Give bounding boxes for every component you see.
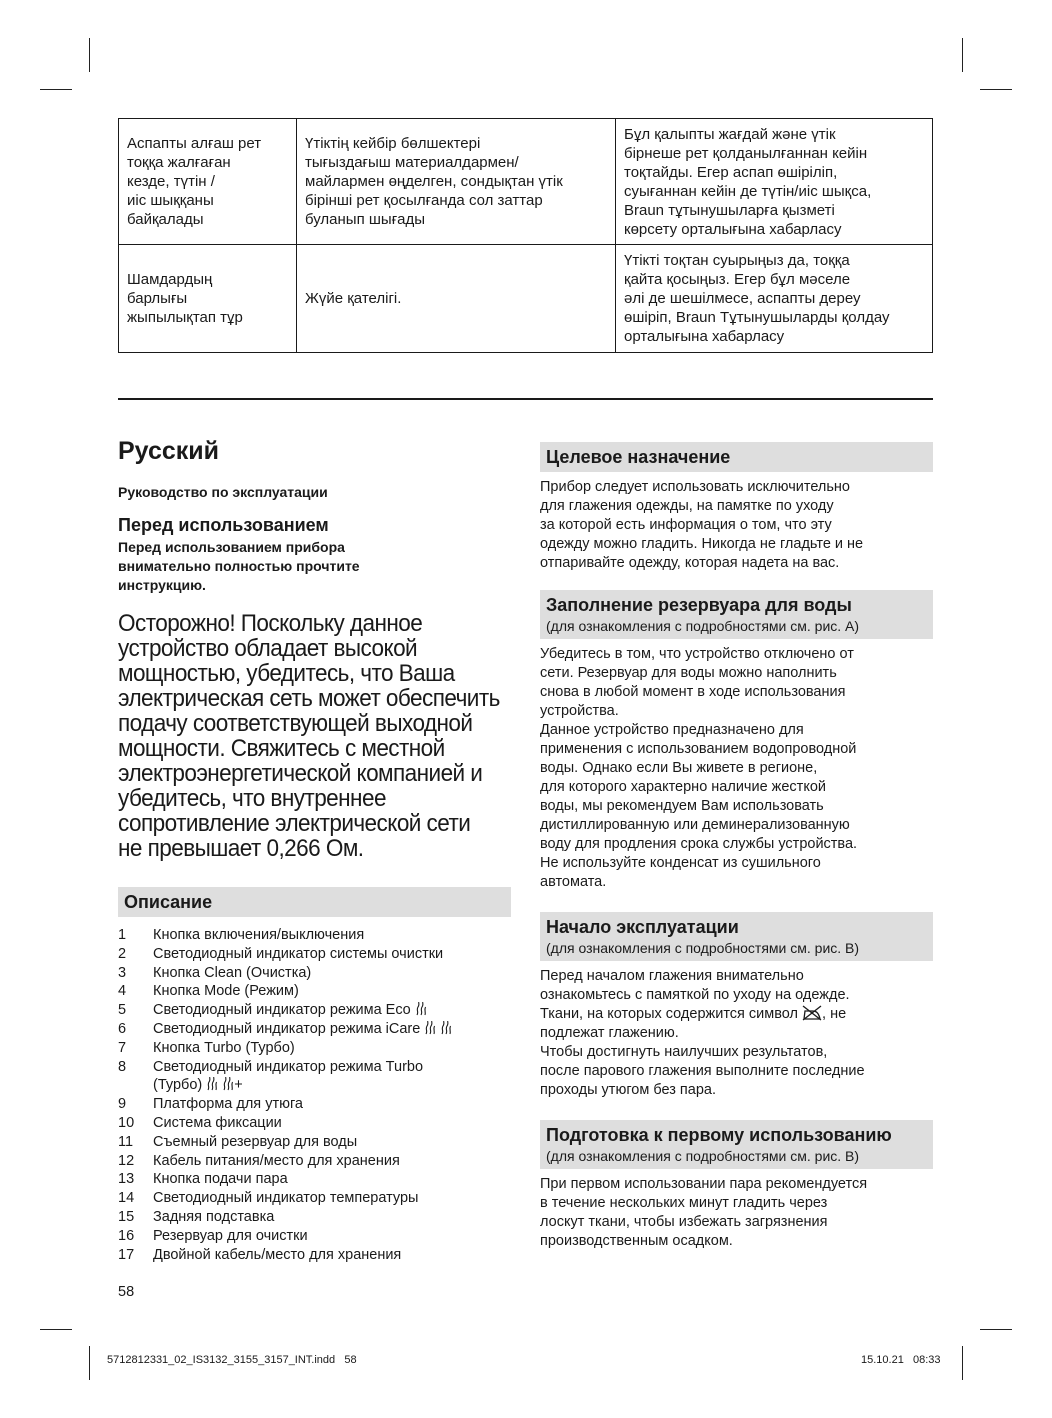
language-title: Русский (118, 437, 220, 465)
part-label: Кнопка Turbo (Турбо) (153, 1039, 295, 1056)
part-label: Кнопка Clean (Очистка) (153, 964, 312, 981)
part-number: 3 (118, 964, 127, 981)
description-heading-bar (118, 887, 511, 917)
left-column (118, 436, 511, 1264)
list-item (118, 1133, 511, 1152)
right-column (540, 442, 933, 1251)
crop-mark (40, 1329, 72, 1330)
steam-icon (415, 1002, 427, 1016)
part-label: Двойной кабель/место для хранения (153, 1246, 402, 1263)
start-text-part: Перед началом глажения внимательно ознакомьтесь с памяткой по уходу на одежде. Ткани, на которых содержится символ (540, 968, 850, 1022)
cause-cell: Үтіктің кейбір бөлшектері тығыздағыш материалдармен/ майлармен өңделген, сондықтан үтік бірінші рет қосылғанда сол заттар буланып шығады (297, 119, 616, 245)
footer-date: 15.10.21 08:33 (861, 1354, 941, 1366)
remedy-cell: Үтікті тоқтан суырыңыз да, тоққа қайта қосыңыз. Егер бұл мәселе әлі де шешілмесе, аспапты дереу өшіріп, Braun Тұтынушыларды қолдау орталығына хабарласу (616, 245, 933, 353)
steam-icon (206, 1077, 218, 1091)
part-number: 10 (118, 1114, 135, 1131)
part-label: Кнопка подачи пара (153, 1171, 288, 1188)
part-number: 4 (118, 983, 127, 1000)
list-item (118, 1039, 511, 1058)
part-number: 13 (118, 1171, 135, 1188)
crop-mark (962, 1346, 963, 1380)
part-label: Светодиодный индикатор системы очистки (153, 945, 444, 962)
filling-heading: Заполнение резервуара для воды (546, 595, 852, 615)
part-label: Кабель питания/место для хранения (153, 1152, 400, 1169)
list-item (118, 1208, 511, 1227)
part-label: Светодиодный индикатор температуры (153, 1190, 419, 1207)
cause-cell: Жүйе қателігі. (297, 245, 616, 353)
list-item (118, 1152, 511, 1171)
part-label: Светодиодный индикатор режима iCare (153, 1020, 421, 1037)
power-warning: Осторожно! Поскольку данное устройство обладает высокой мощностью, убедитесь, что Ваша электрическая сеть может обеспечить подачу соответствующей выходной мощности. Свяжитесь с местной электроэнергетической компанией и убедитесь, что внутреннее сопротивление электрической сети не превышает 0,266 Ом. (118, 610, 500, 862)
list-item (118, 945, 511, 964)
start-heading-bar (540, 912, 933, 961)
part-number: 5 (118, 1002, 127, 1019)
part-label: Кнопка включения/выключения (153, 927, 365, 943)
footer-filename: 5712812331_02_IS3132_3155_3157_INT.indd 58 (107, 1354, 357, 1366)
before-use-heading: Перед использованием (118, 515, 329, 535)
crop-mark (40, 89, 72, 90)
part-label: Система фиксации (153, 1114, 282, 1131)
part-number: 15 (118, 1208, 135, 1225)
no-ironing-icon (802, 1005, 822, 1021)
first-use-heading-bar (540, 1120, 933, 1169)
list-item (118, 1189, 511, 1208)
troubleshooting-table (118, 118, 933, 353)
table-row (119, 119, 933, 245)
first-use-heading: Подготовка к первому использованию (546, 1125, 892, 1145)
list-item (118, 1227, 511, 1246)
before-use-text: Перед использованием прибора внимательно полностью прочтите инструкцию. (118, 539, 360, 593)
list-item (118, 1095, 511, 1114)
part-number: 2 (118, 945, 127, 962)
part-label: Платформа для утюга (153, 1096, 303, 1113)
part-number: 8 (118, 1058, 127, 1075)
crop-mark (980, 1329, 1012, 1330)
list-item (118, 1170, 511, 1189)
filling-text: Убедитесь в том, что устройство отключено от сети. Резервуар для воды можно наполнить снова в любой момент в ходе использования устройства. Данное устройство предназначено для применения с использованием водопроводной воды. Однако если Вы живете в регионе, для которого характерно наличие жесткой воды, мы рекомендуем Вам использовать дистиллированную или деминерализованную воду для продления срока службы устройства. Не используйте конденсат из сушильного автомата. (540, 646, 858, 890)
part-number: 16 (118, 1227, 135, 1244)
first-use-text: При первом использовании пара рекомендуется в течение нескольких минут гладить через лоскут ткани, чтобы избежать загрязнения производственным осадком. (540, 1176, 868, 1249)
crop-mark (962, 38, 963, 72)
intended-use-heading: Целевое назначение (546, 447, 731, 467)
first-use-figure-ref: (для ознакомления с подробностями см. рис. B) (546, 1148, 860, 1164)
part-number: 9 (118, 1096, 127, 1113)
start-text (540, 967, 933, 1100)
list-item (118, 1001, 511, 1020)
part-number: 12 (118, 1152, 135, 1169)
section-divider (118, 398, 933, 400)
part-number: 7 (118, 1039, 127, 1056)
crop-mark (89, 1346, 90, 1380)
page-number: 58 (118, 1284, 135, 1300)
remedy-cell: Бұл қалыпты жағдай және үтік бірнеше рет қолданылғаннан кейін тоқтайды. Егер аспап өшіріліп, суығаннан кейін де түтін/иіс шықса, Braun тұтынушыларға қызметі көрсету орталығына хабарласу (616, 119, 933, 245)
part-number: 17 (118, 1246, 135, 1263)
part-label: Съемный резервуар для воды (153, 1133, 358, 1150)
manual-label: Руководство по эксплуатации (118, 484, 328, 500)
filling-heading-bar (540, 590, 933, 639)
crop-mark (980, 89, 1012, 90)
list-item (118, 982, 511, 1001)
part-label: Резервуар для очистки (153, 1227, 308, 1244)
start-figure-ref: (для ознакомления с подробностями см. рис. B) (546, 940, 860, 956)
description-heading: Описание (124, 892, 213, 912)
steam-icon (222, 1077, 234, 1091)
problem-cell: Шамдардың барлығы жыпылықтап тұр (119, 245, 297, 353)
list-item (118, 1114, 511, 1133)
part-label: Светодиодный индикатор режима Eco (153, 1002, 411, 1019)
part-number: 6 (118, 1020, 127, 1037)
part-label-continued: (Турбо) (153, 1077, 203, 1094)
part-label: Задняя подставка (153, 1208, 275, 1225)
list-item (118, 1246, 511, 1265)
steam-icon (424, 1021, 436, 1035)
part-label: Кнопка Mode (Режим) (153, 983, 299, 1000)
start-text-part: , не подлежат глажению. Чтобы достигнуть наилучших результатов, после парового глажения выполните последние проходы утюгом без пара. (540, 1006, 865, 1098)
intended-use-text: Прибор следует использовать исключительно для глажения одежды, на памятке по уходу за которой есть информация о том, что эту одежду можно гладить. Никогда не гладьте и не отпаривайте одежду, которая надета на вас. (540, 479, 864, 571)
start-heading: Начало эксплуатации (546, 917, 739, 937)
list-item (118, 964, 511, 983)
intended-use-heading-bar (540, 442, 933, 472)
table-row (119, 245, 933, 353)
steam-icon (440, 1021, 452, 1035)
list-item (118, 1020, 511, 1039)
part-number: 14 (118, 1190, 135, 1207)
list-item (118, 926, 511, 945)
filling-figure-ref: (для ознакомления с подробностями см. рис. А) (546, 618, 860, 634)
plus-sign: + (234, 1077, 243, 1094)
parts-list (118, 926, 511, 1264)
list-item (118, 1058, 511, 1096)
part-number: 11 (118, 1133, 134, 1150)
part-label: Светодиодный индикатор режима Turbo (153, 1058, 424, 1075)
problem-cell: Аспапты алғаш рет тоққа жалғаған кезде, түтін / иіс шыққаны байқалады (119, 119, 297, 245)
part-number: 1 (118, 927, 127, 943)
crop-mark (89, 38, 90, 72)
